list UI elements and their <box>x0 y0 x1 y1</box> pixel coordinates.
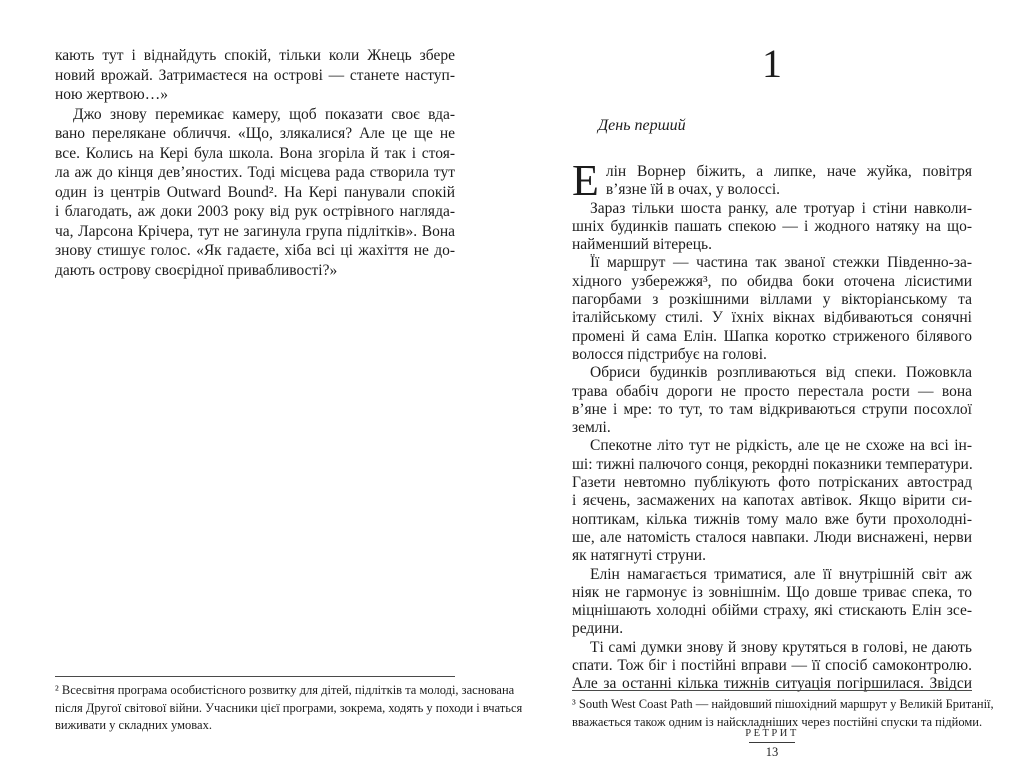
footnote-line: виживати у складних умовах. <box>55 718 212 732</box>
text-line: в’язне їй в очах, у волоссі. <box>605 181 781 199</box>
text-line: Ті самі думки знову й знову крутяться в голові, не дають <box>590 638 972 656</box>
right-page <box>572 42 972 694</box>
chapter-subtitle: День перший <box>598 117 686 134</box>
footnote-line: ² Всесвітня програма особистісного розвитку для дітей, підлітків та молоді, заснована <box>55 683 515 697</box>
text-line: ше, але натомість сталося навпаки. Люди виснажені, нерви <box>572 528 972 546</box>
paragraph <box>55 46 455 105</box>
text-line: італійському стилі. У їхніх вікнах відбиваються сонячні <box>572 309 972 327</box>
text-line: дають острову своєрідної привабливості?» <box>55 261 338 279</box>
right-page-body-text <box>572 156 973 694</box>
left-page-footnote <box>55 676 523 735</box>
paragraph <box>572 156 972 205</box>
page-number: 13 <box>765 745 779 759</box>
text-line: промені й сама Елін. Шапка коротко стриженого білявого <box>572 327 972 345</box>
text-line: ші: тижні палючого сонця, рекордні показники температури. <box>572 455 973 473</box>
text-line: новий врожай. Затримаєтеся на острові — станете наступ- <box>55 66 455 84</box>
footnote-separator-rule <box>55 676 455 677</box>
text-line: шніх будинків пашать спекою — і жодного натяку на що- <box>572 217 972 235</box>
left-footnote-text <box>55 682 523 735</box>
footer-rule <box>749 742 795 743</box>
text-line: Обриси будинків розпливаються від спеки. Пожовкла <box>590 364 972 382</box>
text-line: все. Колись на Кері була школа. Вона згоріла й так і стоя- <box>55 144 455 162</box>
text-line: Газети невтомно публікують фото потрісканих автострад <box>572 474 972 492</box>
text-line: трава обабіч дороги не просто перестала рости — вона <box>572 382 972 400</box>
page-footer <box>572 728 972 760</box>
text-line: Спекотне літо тут не рідкість, але це не схоже на всі ін- <box>590 437 972 455</box>
text-line: кають тут і віднайдуть спокій, тільки коли Жнець збере <box>55 47 455 64</box>
footnote-line: ³ South West Coast Path — найдовший пішохідний маршрут у Великій Британії, <box>572 697 994 711</box>
text-line: в’яне і мре: то тут, то там відкриваються струпи посохлої <box>572 400 972 418</box>
paragraph <box>572 200 972 255</box>
text-line: Елін намагається триматися, але її внутрішній світ аж <box>590 565 972 583</box>
chapter-number: 1 <box>762 41 782 86</box>
text-line: і благодать, аж доки 2003 року від рук острівного нагляда- <box>55 203 455 220</box>
text-line: лін Ворнер біжить, а липке, наче жуйка, повітря <box>605 163 972 180</box>
running-title: РЕТРИТ <box>745 728 799 739</box>
right-footnote-text <box>572 696 994 731</box>
text-line: Її маршрут — частина так званої стежки Південно-за- <box>590 254 972 272</box>
text-line: знову стишує голос. «Як гадаєте, хіба всі ці жахіття не до- <box>55 242 455 259</box>
text-line: Але за останні кілька тижнів ситуація погіршилася. Звідси <box>572 675 972 693</box>
paragraph <box>572 254 972 364</box>
text-line: вано перелякане обличчя. «Що, злякалися? Але це ще не <box>55 125 455 142</box>
paragraph <box>572 364 972 437</box>
footnote-line: після Другої світової війни. Учасники цієї програми, зокрема, ходять у походи і вчаться <box>55 700 523 715</box>
text-line: Зараз тільки шоста ранку, але тротуар і стіни навколи- <box>590 199 972 217</box>
left-page <box>55 46 455 280</box>
text-line: хідного узбережжя³, по обидва боки оточена лісистими <box>572 272 972 290</box>
footnote-line: вважається також одним із найскладніших через постійні спуски та підйоми. <box>572 714 983 729</box>
text-line: Джо знову перемикає камеру, щоб показати своє вда- <box>73 105 455 123</box>
text-line: волосся підстрибує на голові. <box>572 345 767 363</box>
text-line: ноптикам, кілька тижнів тому мало вже бути прохолодні- <box>572 510 972 528</box>
text-line: найменший вітерець. <box>572 236 712 254</box>
left-page-body-text <box>55 46 455 280</box>
text-line: землі. <box>572 419 611 437</box>
text-line: ною жертвою…» <box>55 86 168 103</box>
text-line: один із центрів Outward Bound². На Кері панували спокій <box>55 183 455 201</box>
text-line: як натягнуті струни. <box>572 547 706 565</box>
right-page-footnote <box>572 690 994 731</box>
drop-cap: Е <box>572 156 599 205</box>
paragraph <box>55 105 455 281</box>
footnote-separator-rule <box>572 690 972 691</box>
text-line: редини. <box>572 620 624 638</box>
paragraph <box>572 566 972 639</box>
text-line: ніяк не гармонує із зовнішнім. Що довше триває спека, то <box>572 583 972 601</box>
paragraph <box>572 639 972 694</box>
text-line: міцнішають холодні обійми страху, які стискають Елін зсе- <box>572 602 972 620</box>
text-line: ча, Ларсона Крічера, тут не загинула група підлітків». Вона <box>55 222 455 240</box>
text-line: і яєчень, засмажених на капотах автівок. Якщо вірити си- <box>572 492 972 510</box>
text-line: ла аж до кінця дев’яностих. Тоді місцева рада створила тут <box>55 164 455 181</box>
text-line: пагорбами з розкішними віллами у вікторіанському та <box>572 291 972 309</box>
text-line: спати. Тож біг і постійні вправи — її спосіб самоконтролю. <box>572 657 972 675</box>
paragraph <box>572 437 972 565</box>
